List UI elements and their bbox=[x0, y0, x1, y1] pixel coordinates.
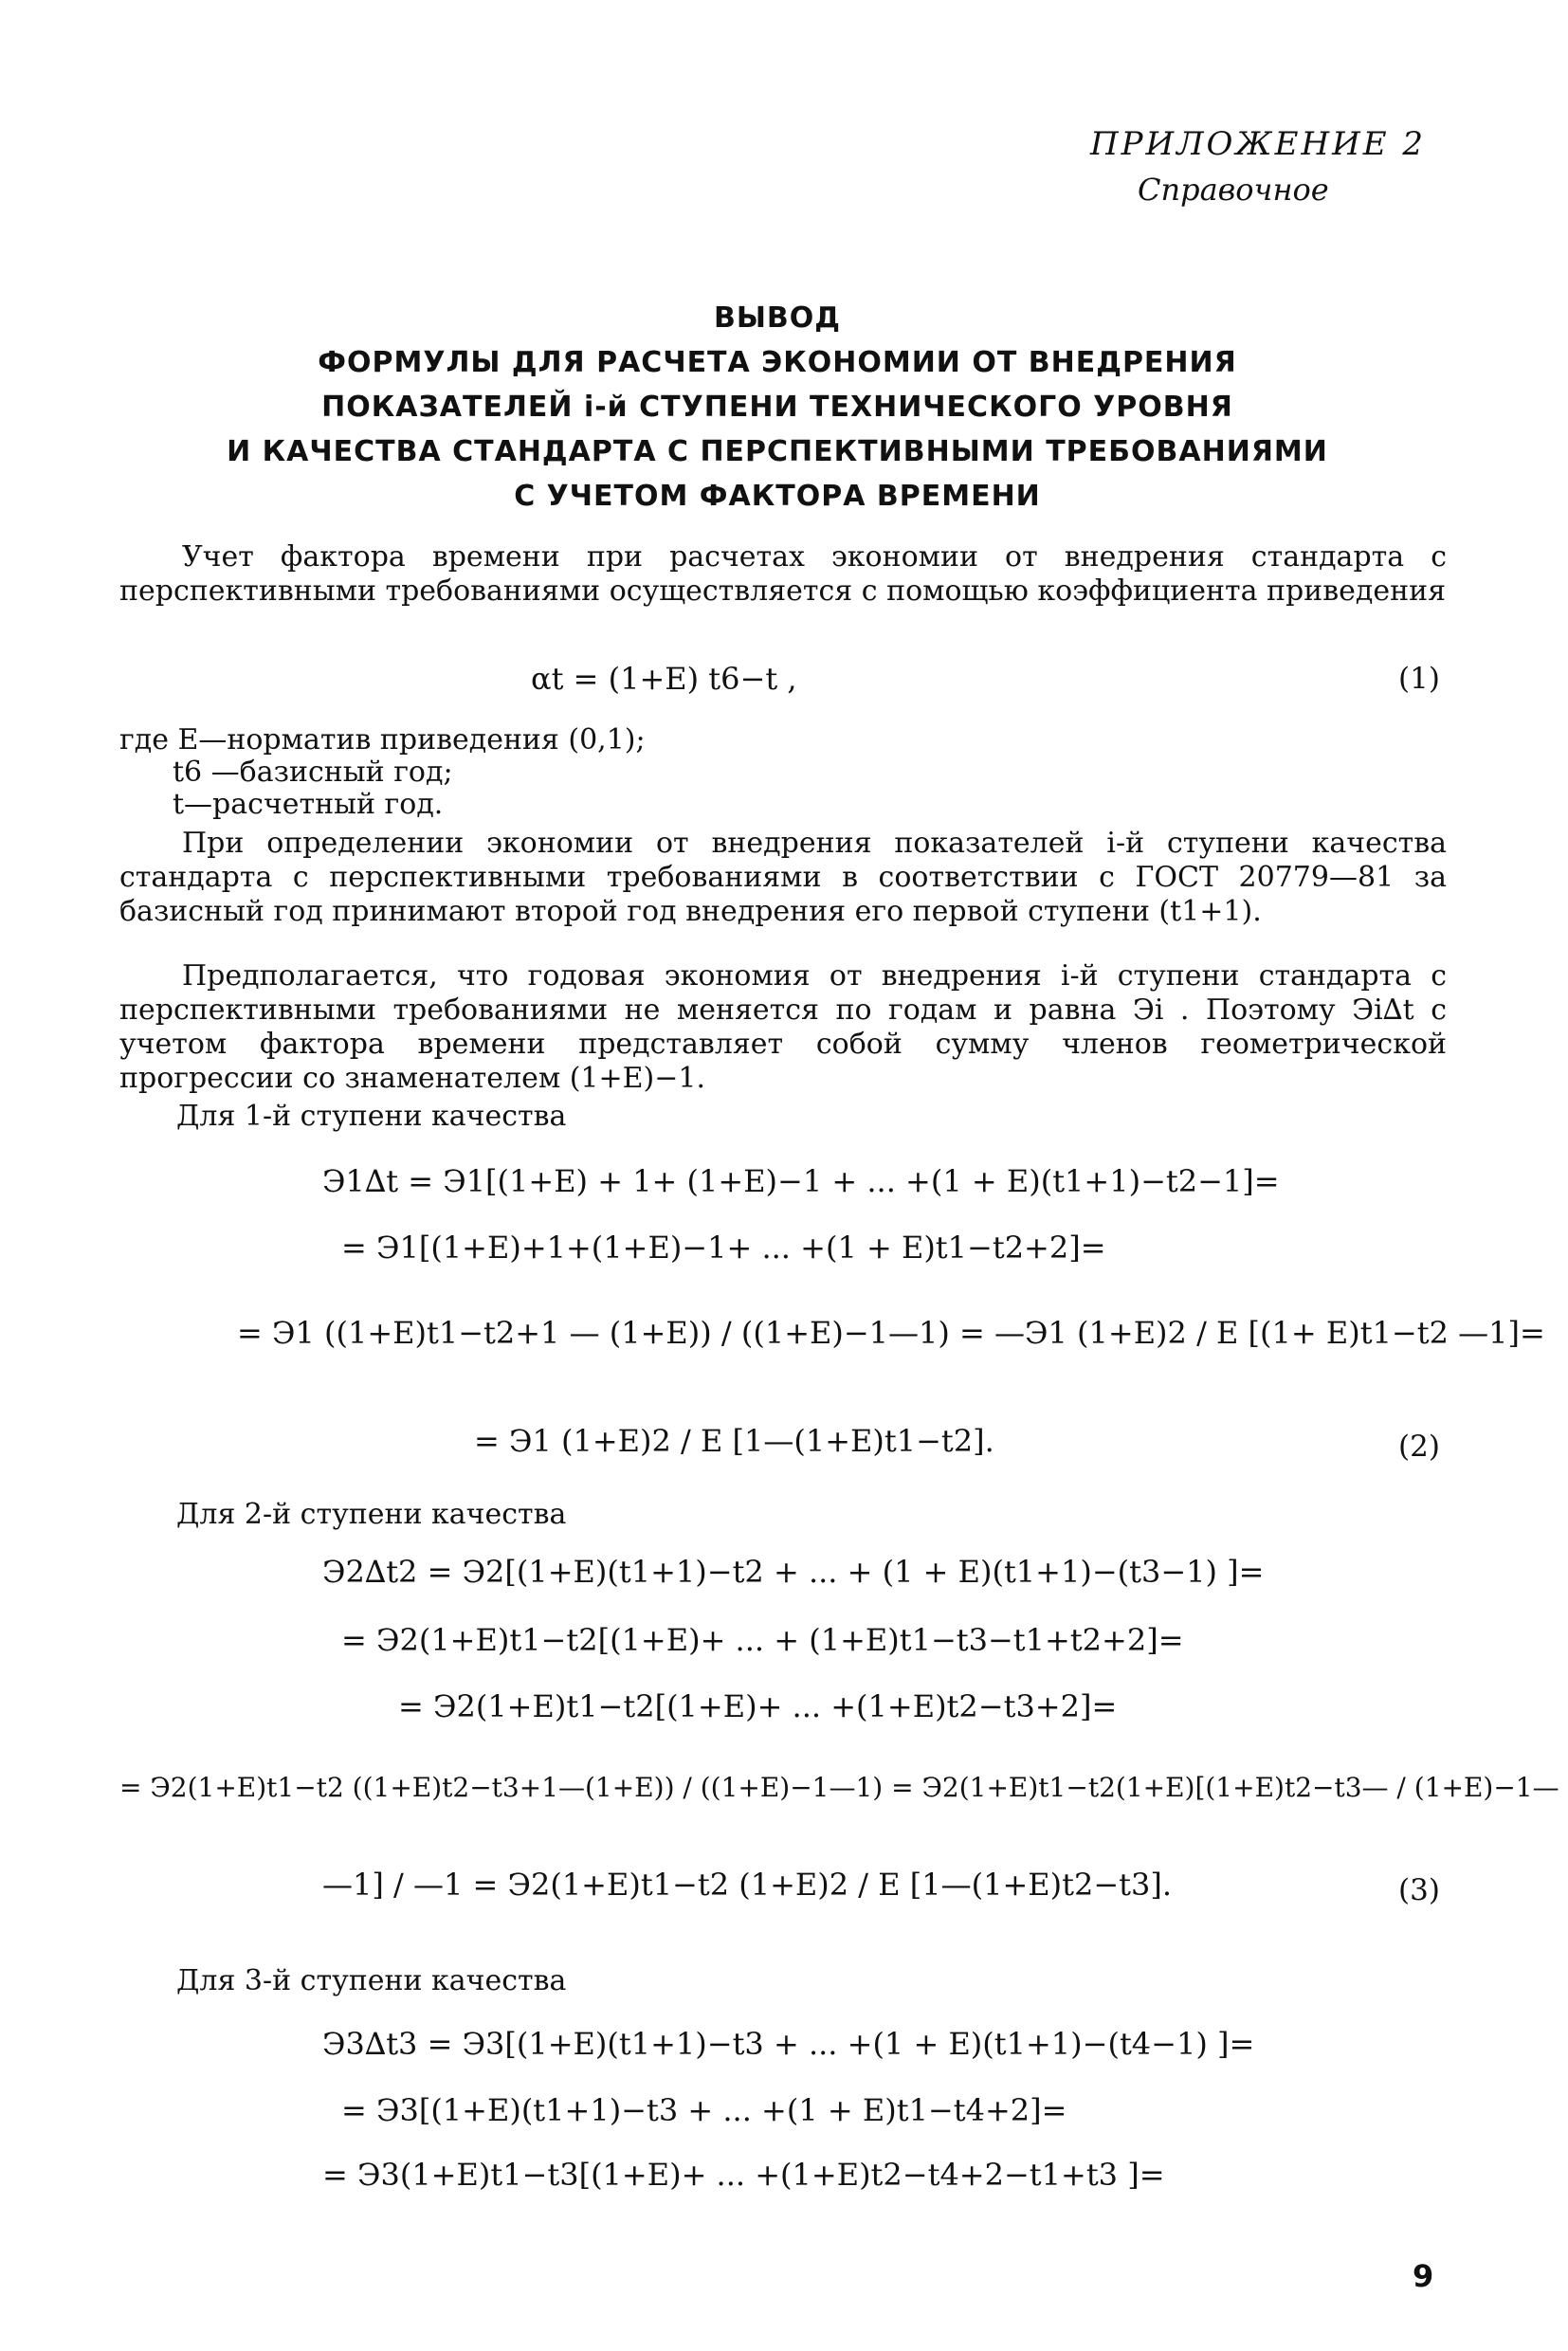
title-line: ПОКАЗАТЕЛЕЙ i-й СТУПЕНИ ТЕХНИЧЕСКОГО УРОВНЯ bbox=[321, 391, 1233, 424]
title-line: ВЫВОД bbox=[713, 301, 842, 335]
formula-2-line: = Э1[(1+E)+1+(1+E)−1+ ... +(1 + E)t1−t2+2]= bbox=[341, 1230, 1106, 1266]
definition-item: t6 —базисный год; bbox=[173, 756, 453, 789]
paragraph-intro: Учет фактора времени при расчетах экономии от внедрения стандарта с перспективными требованиями осуществляется с помощью коэффициента приведения bbox=[119, 540, 1447, 608]
formula-2-number: (2) bbox=[1398, 1430, 1440, 1464]
formula-3-line: = Э2(1+E)t1−t2[(1+E)+ ... + (1+E)t1−t3−t1+t2+2]= bbox=[341, 1622, 1184, 1658]
formula-1-number: (1) bbox=[1398, 662, 1440, 696]
title-line: ФОРМУЛЫ ДЛЯ РАСЧЕТА ЭКОНОМИИ ОТ ВНЕДРЕНИЯ bbox=[318, 346, 1237, 379]
paragraph-base-year: При определении экономии от внедрения показателей i-й ступени качества стандарта с перспективными требованиями в соответствии с ГОСТ 20779—81 за базисный год принимают второй год внедрения его первой ступени (t1+1). bbox=[119, 827, 1447, 928]
formula-1: αt = (1+E) t6−t , bbox=[531, 661, 797, 697]
section-2-label: Для 2-й ступени качества bbox=[176, 1498, 567, 1531]
formula-3-line: Э2∆t2 = Э2[(1+E)(t1+1)−t2 + ... + (1 + E)(t1+1)−(t3−1) ]= bbox=[322, 1554, 1265, 1590]
section-1-label: Для 1-й ступени качества bbox=[176, 1100, 567, 1133]
formula-2-line: Э1∆t = Э1[(1+E) + 1+ (1+E)−1 + ... +(1 + E)(t1+1)−t2−1]= bbox=[322, 1163, 1280, 1199]
paragraph-geometric-progression: Предполагается, что годовая экономия от внедрения i-й ступени стандарта с перспективными требованиями не меняется по годам и равна Эi . Поэтому Эi∆t с учетом фактора времени представляет собой сумму членов геометрической прогрессии со знаменателем (1+E)−1. bbox=[119, 959, 1447, 1095]
definition-item: t—расчетный год. bbox=[173, 788, 444, 821]
appendix-header bbox=[1090, 121, 1469, 212]
section-3-label: Для 3-й ступени качества bbox=[176, 1964, 567, 1997]
appendix-type: Справочное bbox=[1138, 172, 1329, 208]
formula-3-line: = Э2(1+E)t1−t2[(1+E)+ ... +(1+E)t2−t3+2]= bbox=[398, 1688, 1118, 1724]
definition-item: где E—норматив приведения (0,1); bbox=[119, 723, 646, 756]
formula-3-number: (3) bbox=[1398, 1873, 1440, 1907]
formula-4-line: = Э3[(1+E)(t1+1)−t3 + ... +(1 + E)t1−t4+2]= bbox=[341, 2092, 1067, 2128]
document-title bbox=[123, 296, 1431, 519]
formula-4-line: Э3∆t3 = Э3[(1+E)(t1+1)−t3 + ... +(1 + E)(t1+1)−(t4−1) ]= bbox=[322, 2026, 1255, 2062]
page-number: 9 bbox=[1413, 2258, 1434, 2294]
formula-2-line: = Э1 ((1+E)t1−t2+1 — (1+E)) / ((1+E)−1—1) = —Э1 (1+E)2 / E [(1+ E)t1−t2 —1]= bbox=[237, 1315, 1545, 1351]
definitions-list bbox=[119, 724, 783, 821]
appendix-label: ПРИЛОЖЕНИЕ 2 bbox=[1090, 125, 1427, 163]
title-line: С УЧЕТОМ ФАКТОРА ВРЕМЕНИ bbox=[514, 480, 1041, 513]
title-line: И КАЧЕСТВА СТАНДАРТА С ПЕРСПЕКТИВНЫМИ ТРЕБОВАНИЯМИ bbox=[227, 435, 1328, 468]
formula-2-line: = Э1 (1+E)2 / E [1—(1+E)t1−t2]. bbox=[474, 1423, 994, 1459]
formula-4-line: = Э3(1+E)t1−t3[(1+E)+ ... +(1+E)t2−t4+2−t1+t3 ]= bbox=[322, 2157, 1165, 2193]
formula-3-line: —1] / —1 = Э2(1+E)t1−t2 (1+E)2 / E [1—(1+E)t2−t3]. bbox=[322, 1867, 1173, 1903]
formula-3-line: = Э2(1+E)t1−t2 ((1+E)t2−t3+1—(1+E)) / ((1+E)−1—1) = Э2(1+E)t1−t2(1+E)[(1+E)t2−t3— / (1+E)−1— bbox=[119, 1772, 1559, 1803]
